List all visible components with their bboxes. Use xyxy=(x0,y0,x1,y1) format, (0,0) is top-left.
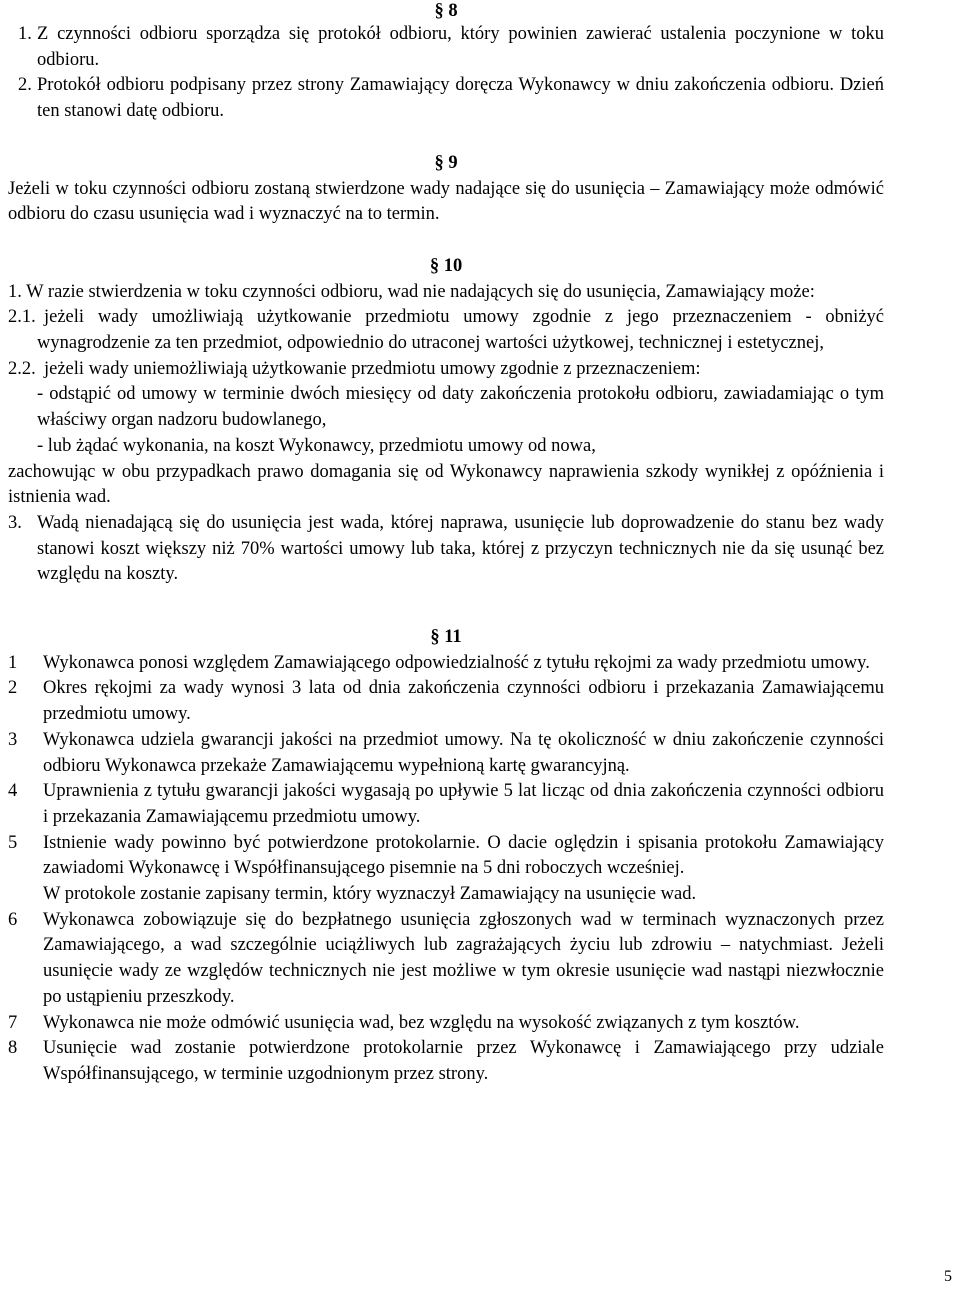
item-number: 8 xyxy=(8,1038,18,1059)
item-text: Okres rękojmi za wady wynosi 3 lata od dnia zakończenia czynności odbioru i przekazania Zamawiającemu przedmiotu umowy. xyxy=(43,678,884,725)
section-9-text: Jeżeli w toku czynności odbioru zostaną stwierdzone wady nadające się do usunięcia – Zamawiający może odmówić odbioru do czasu usunięcia wad i wyznaczyć na to termin. xyxy=(8,178,884,225)
section-11-item-4 xyxy=(8,779,884,830)
section-8-item-2 xyxy=(8,73,884,124)
section-10-rights-note: zachowując w obu przypadkach prawo domagania się od Wykonawcy naprawienia szkody wynikłej z opóźnienia i istnienia wad. xyxy=(8,461,884,508)
section-10-option-b: - lub żądać wykonania, na koszt Wykonawcy, przedmiotu umowy od nowa, xyxy=(37,435,596,456)
item-number: 1 xyxy=(8,652,18,673)
item-number: 2.1. xyxy=(8,307,36,328)
section-10-point-1 xyxy=(8,280,884,306)
item-number: 1. xyxy=(18,24,32,44)
item-number: 1. xyxy=(8,281,22,302)
section-8-item-1 xyxy=(8,22,884,73)
section-11-item-2 xyxy=(8,676,884,727)
item-number: 4 xyxy=(8,781,18,802)
item-number: 6 xyxy=(8,909,18,930)
section-11-item-8 xyxy=(8,1036,884,1087)
item-text: Istnienie wady powinno być potwierdzone protokolarnie. O dacie oględzin i spisania protokołu Zamawiający zawiadomi Wykonawcę i Współfinansującego pisemnie na 5 dni roboczych wcześniej. xyxy=(43,832,884,879)
section-8-heading: § 8 xyxy=(434,1,458,21)
item-number: 7 xyxy=(8,1012,18,1033)
section-11-item-1 xyxy=(8,651,884,677)
item-text: Z czynności odbioru sporządza się protokół odbioru, który powinien zawierać ustalenia poczynione w toku odbioru. xyxy=(37,24,884,70)
item-text: jeżeli wady umożliwiają użytkowanie przedmiotu umowy zgodnie z jego przeznaczeniem - obniżyć wynagrodzenie za ten przedmiot, odpowiednio do utraconej wartości użytkowej, technicznej i estetycznej, xyxy=(37,307,884,353)
section-9-heading: § 9 xyxy=(434,152,458,173)
item-number: 3. xyxy=(8,512,22,533)
item-text: Uprawnienia z tytułu gwarancji jakości wygasają po upływie 5 lat licząc od dnia zakończenia czynności odbioru i przekazania Zamawiającemu przedmiotu umowy. xyxy=(43,781,884,827)
section-11-heading: § 11 xyxy=(430,627,462,648)
item-text: Wykonawca ponosi względem Zamawiającego odpowiedzialność z tytułu rękojmi za wady przedmiotu umowy. xyxy=(43,652,870,673)
item-text: Wykonawca zobowiązuje się do bezpłatnego usunięcia zgłoszonych wad w terminach wyznaczonych przez Zamawiającego, a wad szczególnie uciążliwych lub zagrażających życiu lub zdrowiu – natychmiast. Jeżeli usunięcie wady ze względów technicznych nie jest możliwe w tym okresie usunięcie wad nastąpi niezwłocznie po ustąpieniu przeszkody. xyxy=(43,909,884,1007)
section-10-point-2-2 xyxy=(8,357,884,383)
section-11-item-3 xyxy=(8,728,884,779)
item-text: jeżeli wady uniemożliwiają użytkowanie przedmiotu umowy zgodnie z przeznaczeniem: xyxy=(44,358,701,379)
page-number: 5 xyxy=(944,1268,952,1285)
item-number: 5 xyxy=(8,832,18,853)
item-number: 2 xyxy=(8,678,18,699)
section-11-item-5-note: W protokole zostanie zapisany termin, który wyznaczył Zamawiający na usunięcie wad. xyxy=(43,884,697,905)
item-text: Wykonawca udziela gwarancji jakości na przedmiot umowy. Na tę okoliczność w dniu zakończenie czynności odbioru Wykonawca przekaże Zamawiającemu wypełnioną kartę gwarancyjną. xyxy=(43,729,884,776)
section-10-option-a: - odstąpić od umowy w terminie dwóch miesięcy od daty zakończenia protokołu odbioru, zawiadamiając o tym właściwy organ nadzoru budowlanego, xyxy=(37,384,884,431)
item-text: Wadą nienadającą się do usunięcia jest wada, której naprawa, usunięcie lub doprowadzenie do stanu bez wady stanowi koszt większy niż 70% wartości umowy lub taka, której z przyczyn technicznych nie da się usunąć bez względu na koszty. xyxy=(37,512,884,585)
section-11-item-6 xyxy=(8,908,884,1011)
document-page xyxy=(8,0,884,1088)
section-11-item-7 xyxy=(8,1011,884,1037)
item-number: 2. xyxy=(18,75,32,96)
section-10-heading: § 10 xyxy=(429,255,463,276)
section-10-point-3 xyxy=(8,511,884,588)
item-number: 2.2. xyxy=(8,358,36,379)
item-text: Protokół odbioru podpisany przez strony Zamawiający doręcza Wykonawcy w dniu zakończenia odbioru. Dzień ten stanowi datę odbioru. xyxy=(37,75,884,122)
section-11-item-5 xyxy=(8,831,884,882)
item-text: Usunięcie wad zostanie potwierdzone protokolarnie przez Wykonawcę i Zamawiającego przy udziale Współfinansującego, w terminie uzgodnionym przez strony. xyxy=(43,1038,884,1084)
item-number: 3 xyxy=(8,729,18,750)
section-10-point-2-1 xyxy=(8,305,884,356)
item-text: Wykonawca nie może odmówić usunięcia wad, bez względu na wysokość związanych z tym kosztów. xyxy=(43,1012,800,1033)
item-text: W razie stwierdzenia w toku czynności odbioru, wad nie nadających się do usunięcia, Zamawiający może: xyxy=(26,281,815,302)
